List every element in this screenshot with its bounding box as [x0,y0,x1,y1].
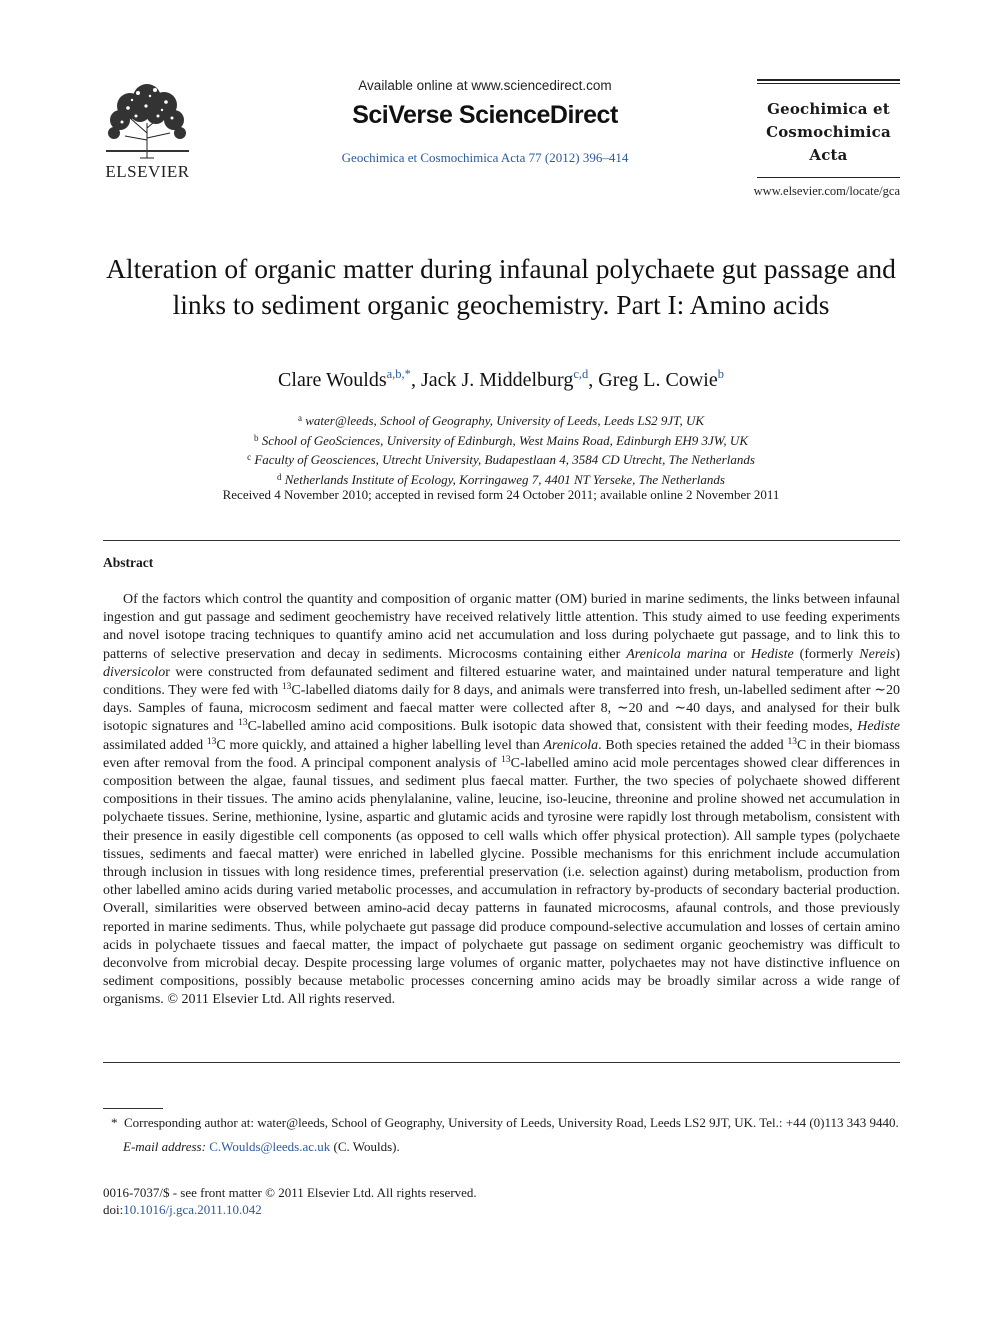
abstract-heading: Abstract [103,555,154,570]
affiliation-text: Faculty of Geosciences, Utrecht University, Budapestlaan 4, 3584 CD Utrecht, The Netherlands [254,452,755,468]
author-name: Greg L. Cowie [598,369,718,391]
corresponding-text: Corresponding author at: water@leeds, School of Geography, University of Leeds, University Road, Leeds LS2 9JT, UK. Tel.: +44 (0)113 343 9440. [124,1115,899,1130]
abstract-superscript: 13 [206,736,217,747]
affiliation-item [100,469,902,489]
platform-name: SciVerse ScienceDirect [352,101,618,129]
abstract-text-run: C-labelled amino acid compositions. Bulk isotopic data showed that, consistent with their feeding modes, [247,719,858,735]
abstract-text-run: Of the factors which control the quantity and composition of organic matter (OM) buried in marine sediments, the links between infaunal ingestion and gut passage and sediment geochemistry have received relatively little attention. This study aimed to use feeding experiments and novel isotope tracing techniques to quantify amino acid net accumulation and loss during polychaete gut passage, and to link this to patterns of selective preservation and decay in sediments. Microcosms containing either [103,592,900,662]
issn-line: 0016-7037/$ - see front matter © 2011 Elsevier Ltd. All rights reserved. [103,1185,477,1200]
journal-block-rule [757,79,900,81]
journal-reference-link[interactable]: Geochimica et Cosmochimica Acta 77 (2012) 396–414 [341,150,629,165]
author-affiliation-marks[interactable]: a,b,* [386,367,411,381]
abstract-italic-term: Arenicola [543,737,599,753]
affiliations [100,410,902,488]
copyright-text: © 2011 Elsevier Ltd. All rights reserved. [167,992,396,1008]
email-link[interactable]: C.Woulds@leeds.ac.uk [209,1139,331,1154]
abstract-body [103,591,900,1010]
abstract-text-run: (formerly [793,646,860,662]
abstract-text-run: C more quickly, and attained a higher labelling level than [216,737,544,753]
abstract-superscript: 13 [238,718,248,729]
author-list [100,367,902,392]
abstract-text-run: or [727,646,751,662]
abstract-text-run: assimilated added [103,737,207,753]
affiliation-text: Netherlands Institute of Ecology, Korringaweg 7, 4401 NT Yerseke, The Netherlands [284,471,725,487]
doi-label: doi: [103,1202,124,1217]
section-divider [103,540,900,541]
abstract-italic-term: Hediste [750,646,794,662]
author-name: Jack J. Middelburg [420,369,574,391]
affiliation-item [100,430,902,450]
abstract-text-run: ) [895,646,900,662]
abstract-italic-term: Hediste [857,719,900,735]
abstract-text-run: C-labelled amino acid mole percentages showed clear differences in composition between the algae, faunal tissues, and sediment plus faecal matter. Further, the two species of polychaete showed different compositions in their tissues. The amino acids phenylalanine, valine, leucine, iso-leucine, threonine and proline showed net accumulation in polychaete tissues. Serine, methionine, lysine, aspartic and glutamic acids and tyrosine were rapidly lost through metabolism, consistent with their presence in easily digestible cell components (as opposed to cell walls which offer physical protection). All sample types (polychaete tissues, sediments and faecal matter) were enriched in labelled glycine. Possible mechanisms for this enrichment include accumulation through inclusion in tissues with long residence times, preferential preservation (i.e. selection against) during metabolism, production from other labelled amino acids during varied metabolic processes, and accumulation in refractory by-products of secondary bacterial production. Overall, similarities were observed between amino-acid decay patterns in faunated microcosms, afaunal controls, and those previously reported in marine sediments. Thus, while polychaete gut passage did produce compound-selective accumulation and losses of certain amino acids in polychaete tissues and faecal matter, the impact of polychaete gut passage on sediment organic geochemistry was difficult to deconvolve from microbial decay. Despite processing large volumes of organic matter, polychaetes may not have distinctive influence on sediment compositions, possibly because metabolic processes concerning amino acids may be broadly similar across a wide range of organisms. [103,755,900,1008]
available-online-text: Available online at www.sciencedirect.com [358,78,612,93]
abstract-superscript: 13 [501,754,511,765]
abstract-text [103,592,900,1007]
author-separator: , [588,369,599,391]
email-label: E-mail address: [123,1139,206,1154]
journal-name-line: Cosmochimica [766,123,891,141]
abstract-text-run: . Both species retained the added [598,737,788,753]
header-center [290,78,680,166]
author-separator: , [410,369,421,391]
journal-block-rule [757,83,900,84]
journal-name [757,98,900,167]
journal-name-line: Acta [809,146,848,164]
affiliation-text: water@leeds, School of Geography, University of Leeds, Leeds LS2 9JT, UK [305,413,705,428]
journal-url-link[interactable]: www.elsevier.com/locate/gca [753,184,900,198]
journal-name-block [757,79,900,178]
abstract-italic-term: Nereis [859,646,896,662]
elsevier-tree-icon [100,78,195,160]
affiliation-mark: b [254,432,259,443]
email-line [103,1138,900,1155]
footnote-mark: * [111,1115,118,1130]
journal-block-rule [757,177,900,178]
corresponding-author-note [103,1114,900,1131]
email-owner: (C. Woulds). [333,1139,400,1154]
footnote [103,1114,900,1155]
author-affiliation-marks[interactable]: c,d [573,367,589,381]
received-dates: Received 4 November 2010; accepted in revised form 24 October 2011; available online 2 November 2011 [222,487,780,502]
section-divider [103,1062,900,1063]
journal-name-line: Geochimica et [767,100,890,118]
abstract-italic-term: diversicolo [103,664,166,680]
article-title: Alteration of organic matter during infaunal polychaete gut passage and links to sediment organic geochemistry. Part I: Amino acids [106,253,896,320]
affiliation-mark: d [277,471,282,482]
footnote-rule [103,1108,163,1109]
author-affiliation-marks[interactable]: b [717,367,724,381]
affiliation-text: School of GeoSciences, University of Edinburgh, West Mains Road, Edinburgh EH9 3JW, UK [261,432,748,448]
elsevier-logo [100,78,195,183]
abstract-text-run: C in their biomass even after removal from the food. A principal component analysis of [103,737,900,771]
abstract-italic-term: Arenicola marina [626,646,728,662]
abstract-text-run: r were constructed from defaunated sediment and filtered estuarine water, and maintained under natural temperature and light conditions. They were fed with [103,664,900,699]
affiliation-mark: c [247,452,252,463]
abstract-text-run: C-labelled diatoms daily for 8 days, and animals were transferred into fresh, un-labelled sediment after ∼20 days. Samples of fauna, microcosm sediment and faecal matter were collected after 8, ∼20 and ∼40 days, and analysed for their bulk isotopic signatures and [103,683,900,735]
doi-link[interactable]: 10.1016/j.gca.2011.10.042 [123,1202,262,1217]
abstract-superscript: 13 [787,736,797,747]
publisher-logo-text: ELSEVIER [105,162,190,181]
bottom-note [103,1184,900,1218]
affiliation-item [100,410,902,430]
author-name: Clare Woulds [278,369,387,391]
affiliation-mark: a [297,413,302,423]
affiliation-item [100,449,902,469]
abstract-superscript: 13 [281,682,292,693]
doi-line [103,1201,900,1218]
